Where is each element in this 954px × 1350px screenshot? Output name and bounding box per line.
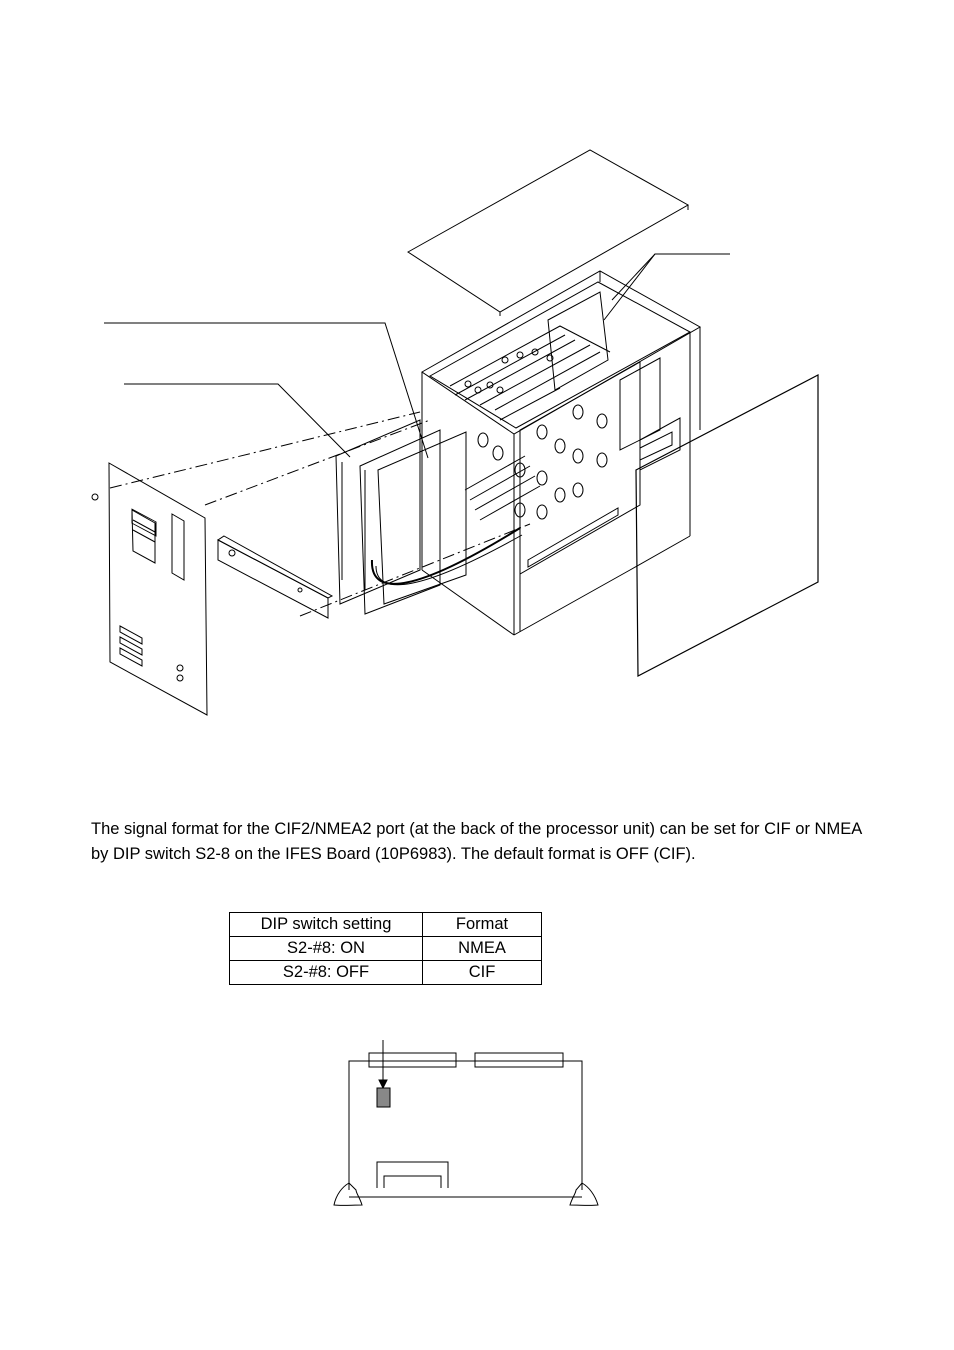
table-cell: S2-#8: ON — [230, 937, 423, 961]
connector-left — [369, 1053, 456, 1067]
ejector-right — [570, 1183, 598, 1205]
connector-bottom — [377, 1162, 448, 1188]
table-cell: CIF — [423, 961, 542, 985]
body-paragraph: The signal format for the CIF2/NMEA2 port (at the back of the processor unit) can be set for CIF or NMEA by DIP switch S2-8 on the IFES Board (10P6983). The default format is OFF (CIF). — [91, 820, 862, 863]
table-header-cell: DIP switch setting — [230, 913, 423, 937]
connector-right — [475, 1053, 563, 1067]
arrow-head — [379, 1080, 387, 1088]
ejector-left — [334, 1183, 362, 1205]
table-cell: NMEA — [423, 937, 542, 961]
table-cell: S2-#8: OFF — [230, 961, 423, 985]
table-header-cell: Format — [423, 913, 542, 937]
dip-switch-s2 — [377, 1088, 390, 1107]
